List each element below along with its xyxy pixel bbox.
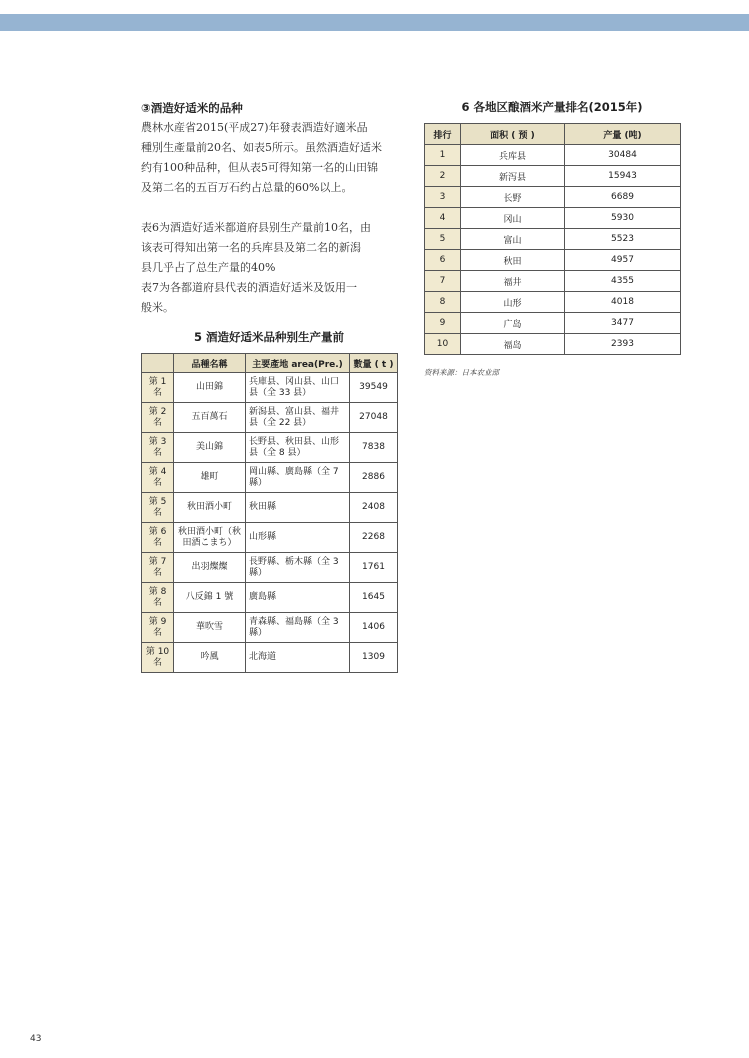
rank-cell: 第 7 名: [142, 553, 174, 583]
region-cell: 福岛: [461, 334, 565, 355]
table-row: [425, 271, 681, 292]
production-area-cell: 北海道: [246, 643, 350, 673]
text-line: 表6为酒造好适米都道府县别生产量前10名，由: [141, 221, 371, 234]
variety-name-cell: 美山錦: [174, 433, 246, 463]
table-row: [425, 208, 681, 229]
variety-name-cell: 八反錦 1 號: [174, 583, 246, 613]
output-cell: 2393: [565, 334, 681, 355]
paragraph-tables: [141, 218, 397, 318]
table-row: [142, 373, 398, 403]
column-header: 品種名稱: [174, 354, 246, 373]
table-row: [425, 250, 681, 271]
rank-cell: 第 10 名: [142, 643, 174, 673]
rank-cell: 第 3 名: [142, 433, 174, 463]
amount-cell: 1645: [350, 583, 398, 613]
text-line: 種別生產量前20名、如表5所示。虽然酒造好适米: [141, 141, 382, 154]
table-row: [142, 613, 398, 643]
output-cell: 5930: [565, 208, 681, 229]
production-area-cell: 青森縣、福島縣（全 3 縣）: [246, 613, 350, 643]
output-cell: 5523: [565, 229, 681, 250]
section-rice-varieties: [141, 100, 397, 318]
table-row: [142, 493, 398, 523]
text-line: 表7为各都道府县代表的酒造好适米及饭用一: [141, 281, 357, 294]
variety-name-cell: 山田錦: [174, 373, 246, 403]
column-header: 主要產地 area(Pre.): [246, 354, 350, 373]
table-row: [142, 433, 398, 463]
output-cell: 4355: [565, 271, 681, 292]
amount-cell: 1309: [350, 643, 398, 673]
region-cell: 秋田: [461, 250, 565, 271]
region-cell: 长野: [461, 187, 565, 208]
table5-caption: 5 酒造好适米品种别生产量前: [193, 330, 344, 344]
variety-name-cell: 雄町: [174, 463, 246, 493]
variety-name-cell: 秋田酒小町: [174, 493, 246, 523]
rank-cell: 第 8 名: [142, 583, 174, 613]
amount-cell: 2408: [350, 493, 398, 523]
variety-name-cell: 吟風: [174, 643, 246, 673]
column-header: 排行: [425, 124, 461, 145]
rank-cell: 3: [425, 187, 461, 208]
production-area-cell: 廣島縣: [246, 583, 350, 613]
rank-cell: 第 1 名: [142, 373, 174, 403]
output-cell: 30484: [565, 145, 681, 166]
text-line: 般米。: [141, 301, 174, 314]
output-cell: 4957: [565, 250, 681, 271]
column-header: 产量 (吨): [565, 124, 681, 145]
table-row: [142, 583, 398, 613]
section-title: ③酒造好适米的品种: [141, 101, 243, 115]
text-line: 约有100种品种，但从表5可得知第一名的山田锦: [141, 161, 378, 174]
rank-cell: 8: [425, 292, 461, 313]
production-area-cell: 新潟县、富山县、福井县（全 22 县）: [246, 403, 350, 433]
output-cell: 4018: [565, 292, 681, 313]
header-color-bar: [0, 14, 749, 31]
column-header: 數量 ( t ): [350, 354, 398, 373]
rank-cell: 第 6 名: [142, 523, 174, 553]
production-area-cell: 山形縣: [246, 523, 350, 553]
production-area-cell: 岡山縣、廣島縣（全 7 縣）: [246, 463, 350, 493]
rank-cell: 第 9 名: [142, 613, 174, 643]
amount-cell: 27048: [350, 403, 398, 433]
text-line: 及第二名的五百万石约占总量的60%以上。: [141, 181, 353, 194]
table6-caption: 6 各地区酿酒米产量排名(2015年): [461, 100, 643, 114]
amount-cell: 7838: [350, 433, 398, 463]
column-header: [142, 354, 174, 373]
output-cell: 15943: [565, 166, 681, 187]
table-row: [142, 403, 398, 433]
variety-name-cell: 五百萬石: [174, 403, 246, 433]
amount-cell: 2268: [350, 523, 398, 553]
region-cell: 广岛: [461, 313, 565, 334]
table6-region-ranking: [424, 123, 681, 355]
text-line: 县几乎占了总生产量的40%: [141, 261, 276, 274]
text-line: 農林水産省2015(平成27)年發表酒造好適米品: [141, 121, 368, 134]
variety-name-cell: 出羽燦燦: [174, 553, 246, 583]
page-number: 43: [30, 1034, 42, 1044]
rank-cell: 5: [425, 229, 461, 250]
table-row: [425, 334, 681, 355]
table-row: [142, 523, 398, 553]
production-area-cell: 兵庫县、冈山县、山口县（全 33 县）: [246, 373, 350, 403]
table-header-row: [142, 354, 398, 373]
table-row: [142, 643, 398, 673]
rank-cell: 4: [425, 208, 461, 229]
table-row: [142, 553, 398, 583]
rank-cell: 第 5 名: [142, 493, 174, 523]
amount-cell: 2886: [350, 463, 398, 493]
region-cell: 富山: [461, 229, 565, 250]
output-cell: 3477: [565, 313, 681, 334]
table-row: [142, 463, 398, 493]
table-row: [425, 313, 681, 334]
amount-cell: 1761: [350, 553, 398, 583]
production-area-cell: 長野縣、栃木縣（全 3 縣）: [246, 553, 350, 583]
region-cell: 冈山: [461, 208, 565, 229]
production-area-cell: 秋田縣: [246, 493, 350, 523]
rank-cell: 第 2 名: [142, 403, 174, 433]
table-header-row: [425, 124, 681, 145]
paragraph-intro: [141, 118, 397, 198]
rank-cell: 1: [425, 145, 461, 166]
rank-cell: 9: [425, 313, 461, 334]
column-header: 面积 ( 预 ): [461, 124, 565, 145]
rank-cell: 2: [425, 166, 461, 187]
rank-cell: 10: [425, 334, 461, 355]
table6-source-note: 资料来源：日本农业部: [424, 368, 499, 377]
variety-name-cell: 秋田酒小町（秋田酒こまち）: [174, 523, 246, 553]
table-row: [425, 229, 681, 250]
production-area-cell: 长野县、秋田县、山形县（全 8 县）: [246, 433, 350, 463]
table-row: [425, 145, 681, 166]
rank-cell: 7: [425, 271, 461, 292]
variety-name-cell: 華吹雪: [174, 613, 246, 643]
amount-cell: 1406: [350, 613, 398, 643]
amount-cell: 39549: [350, 373, 398, 403]
table5-variety-production: [141, 353, 398, 673]
region-cell: 新泻县: [461, 166, 565, 187]
table-row: [425, 292, 681, 313]
output-cell: 6689: [565, 187, 681, 208]
table-row: [425, 187, 681, 208]
text-line: 该表可得知出第一名的兵库县及第二名的新潟: [141, 241, 361, 254]
region-cell: 福井: [461, 271, 565, 292]
rank-cell: 第 4 名: [142, 463, 174, 493]
rank-cell: 6: [425, 250, 461, 271]
region-cell: 山形: [461, 292, 565, 313]
region-cell: 兵库县: [461, 145, 565, 166]
table-row: [425, 166, 681, 187]
